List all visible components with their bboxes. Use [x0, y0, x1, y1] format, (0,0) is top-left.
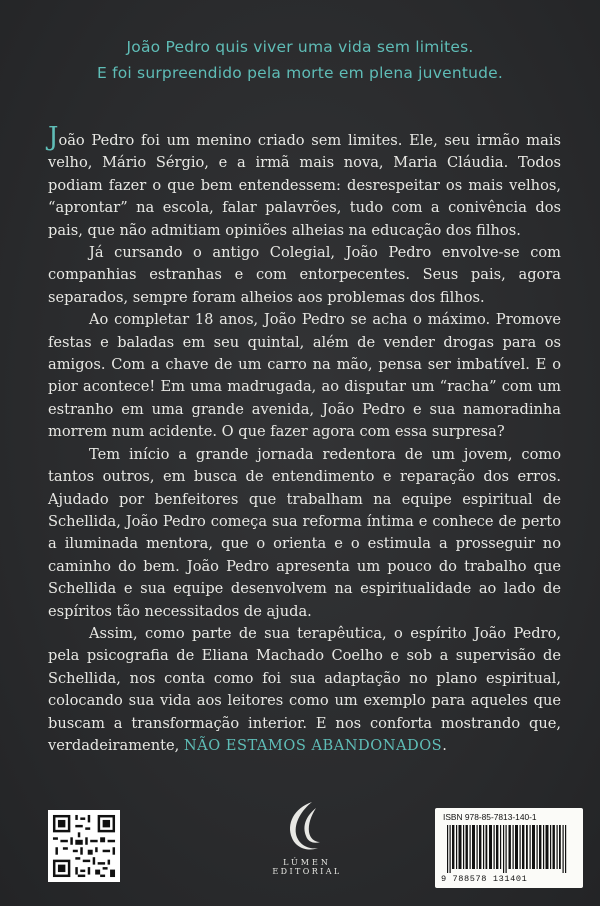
synopsis-paragraph-5-text: Assim, como parte de sua terapêutica, o espírito João Pedro, pela psicografia de Eliana Machado Coelho e sob a supervisão de Schellida, nos conta como foi sua adaptação no plano espiritual, colocando sua vida aos leitores como um exemplo para aqueles que buscam a transformação interior. E nos conforta mostrando que, verdadeiramente, [48, 624, 561, 754]
synopsis [48, 124, 561, 757]
synopsis-paragraph-5 [48, 623, 561, 757]
barcode-label [435, 808, 583, 888]
synopsis-paragraph-5-end: . [442, 736, 447, 754]
qr-code-icon [48, 810, 120, 882]
synopsis-paragraph-2: Já cursando o antigo Colegial, João Pedro envolve-se com companhias estranhas e com entorpecentes. Seus pais, agora separados, sempre foram alheios aos problemas dos filhos. [48, 244, 561, 306]
publisher-logo [262, 798, 352, 888]
barcode-icon [443, 825, 575, 873]
synopsis-paragraph-1-text: oão Pedro foi um menino criado sem limites. Ele, seu irmão mais velho, Mário Sérgio, e a irmã mais nova, Maria Cláudia. Todos podiam fazer o que bem entendessem: desrespeitar os mais velhos, “aprontar” na escola, falar palavrões, tudo com a conivência dos pais, que não admitiam opiniões alheias na educação dos filhos. [48, 132, 561, 239]
tagline [0, 34, 600, 86]
isbn-text: ISBN 978-85-7813-140-1 [443, 812, 537, 822]
drop-cap: J [48, 122, 59, 152]
barcode-number: 9 788578 131401 [441, 874, 528, 884]
highlight-phrase: NÃO ESTAMOS ABANDONADOS [183, 736, 443, 754]
tagline-line-1: João Pedro quis viver uma vida sem limites. [126, 38, 474, 56]
synopsis-paragraph-4: Tem início a grande jornada redentora de um jovem, como tantos outros, em busca de entendimento e reparação dos erros. Ajudado por benfeitores que trabalham na equipe espiritual de Schellida, João Pedro começa sua reforma íntima e conhece de perto a iluminada mentora, que o orienta e o estimula a prosseguir no caminho do bem. João Pedro apresenta um pouco do trabalho que Schellida e sua equipe desenvolvem na espiritualidade ao lado de espíritos tão necessitados de ajuda. [48, 445, 561, 620]
publisher-subtitle: EDITORIAL [272, 867, 342, 876]
synopsis-paragraph-1 [48, 124, 561, 242]
publisher-name: LÚMEN [283, 858, 331, 867]
lumen-logo-icon [282, 798, 332, 856]
synopsis-paragraph-3: Ao completar 18 anos, João Pedro se acha o máximo. Promove festas e baladas em seu quintal, além de vender drogas para os amigos. Com a chave de um carro na mão, pensa ser imbatível. E o pior acontece! Em uma madrugada, ao disputar um “racha” com um estranho em uma grande avenida, João Pedro e sua namoradinha morrem num acidente. O que fazer agora com essa surpresa? [48, 311, 561, 441]
tagline-line-2: E foi surpreendido pela morte em plena juventude. [96, 64, 504, 82]
